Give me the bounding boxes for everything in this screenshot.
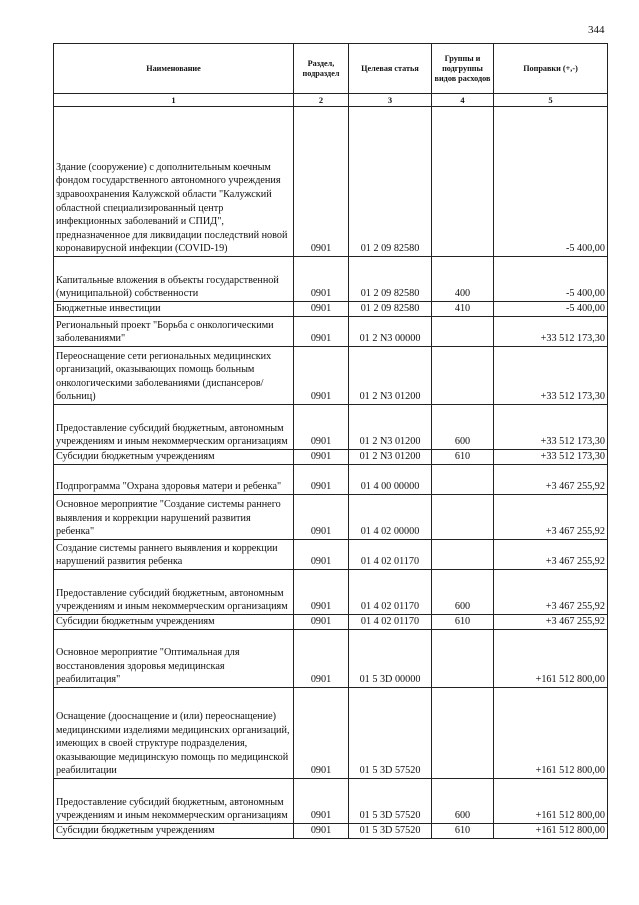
cell-target: 01 4 00 00000 bbox=[349, 465, 432, 495]
cell-name: Региональный проект "Борьба с онкологическими заболеваниями" bbox=[54, 317, 294, 347]
cell-group bbox=[432, 630, 494, 688]
cell-amount: +161 512 800,00 bbox=[494, 630, 608, 688]
cell-amount: -5 400,00 bbox=[494, 107, 608, 257]
table-row bbox=[54, 450, 608, 465]
cell-name: Подпрограмма "Охрана здоровья матери и ребенка" bbox=[54, 465, 294, 495]
table-row bbox=[54, 615, 608, 630]
cell-amount: +161 512 800,00 bbox=[494, 824, 608, 839]
header-section: Раздел, подраздел bbox=[294, 44, 349, 94]
cell-amount: +33 512 173,30 bbox=[494, 405, 608, 450]
cell-target: 01 2 09 82580 bbox=[349, 107, 432, 257]
cell-target: 01 2 N3 01200 bbox=[349, 347, 432, 405]
cell-name: Здание (сооружение) с дополнительным коечным фондом государственного автономного учреждения здравоохранения Калужской области "Калужский областной специализированный центр инфекционных заболеваний и СПИД", предназначенное для ликвидации последствий новой коронавирусной инфекции (COVID-19) bbox=[54, 107, 294, 257]
table-row bbox=[54, 779, 608, 824]
cell-name: Основное мероприятие "Создание системы раннего выявления и коррекции нарушений развития ребенка" bbox=[54, 495, 294, 540]
header-amendments: Поправки (+,-) bbox=[494, 44, 608, 94]
cell-group: 600 bbox=[432, 405, 494, 450]
cell-group bbox=[432, 317, 494, 347]
cell-section: 0901 bbox=[294, 824, 349, 839]
cell-target: 01 5 3D 57520 bbox=[349, 779, 432, 824]
cell-amount: +3 467 255,92 bbox=[494, 615, 608, 630]
table-row bbox=[54, 688, 608, 779]
cell-group bbox=[432, 688, 494, 779]
table-row bbox=[54, 495, 608, 540]
cell-group: 600 bbox=[432, 779, 494, 824]
cell-name: Капитальные вложения в объекты государственной (муниципальной) собственности bbox=[54, 257, 294, 302]
table-row bbox=[54, 824, 608, 839]
cell-section: 0901 bbox=[294, 615, 349, 630]
cell-section: 0901 bbox=[294, 540, 349, 570]
cell-section: 0901 bbox=[294, 257, 349, 302]
cell-group: 610 bbox=[432, 824, 494, 839]
table-row bbox=[54, 570, 608, 615]
cell-target: 01 5 3D 57520 bbox=[349, 824, 432, 839]
cell-group bbox=[432, 495, 494, 540]
cell-amount: +161 512 800,00 bbox=[494, 779, 608, 824]
cell-target: 01 2 N3 00000 bbox=[349, 317, 432, 347]
cell-group: 400 bbox=[432, 257, 494, 302]
table-row bbox=[54, 540, 608, 570]
header-target: Целевая статья bbox=[349, 44, 432, 94]
cell-name: Субсидии бюджетным учреждениям bbox=[54, 450, 294, 465]
cell-amount: +161 512 800,00 bbox=[494, 688, 608, 779]
cell-target: 01 4 02 01170 bbox=[349, 540, 432, 570]
cell-section: 0901 bbox=[294, 465, 349, 495]
cell-target: 01 2 09 82580 bbox=[349, 302, 432, 317]
cell-name: Предоставление субсидий бюджетным, автономным учреждениям и иным некоммерческим организациям bbox=[54, 570, 294, 615]
cell-amount: +3 467 255,92 bbox=[494, 465, 608, 495]
cell-amount: +33 512 173,30 bbox=[494, 347, 608, 405]
cell-name: Переоснащение сети региональных медицинских организаций, оказывающих помощь больным онкологическими заболеваниями (диспансеров/больниц) bbox=[54, 347, 294, 405]
budget-table bbox=[53, 43, 608, 839]
cell-section: 0901 bbox=[294, 347, 349, 405]
header-groups: Группы и подгруппы видов расходов bbox=[432, 44, 494, 94]
header-name: Наименование bbox=[54, 44, 294, 94]
cell-group bbox=[432, 107, 494, 257]
cell-name: Предоставление субсидий бюджетным, автономным учреждениям и иным некоммерческим организациям bbox=[54, 405, 294, 450]
table-row bbox=[54, 347, 608, 405]
header-row bbox=[54, 44, 608, 94]
cell-section: 0901 bbox=[294, 495, 349, 540]
cell-name: Создание системы раннего выявления и коррекции нарушений развития ребенка bbox=[54, 540, 294, 570]
cell-amount: +3 467 255,92 bbox=[494, 570, 608, 615]
cell-section: 0901 bbox=[294, 107, 349, 257]
table-row bbox=[54, 465, 608, 495]
page-number: 344 bbox=[588, 24, 605, 36]
cell-amount: +3 467 255,92 bbox=[494, 495, 608, 540]
cell-section: 0901 bbox=[294, 570, 349, 615]
cell-name: Субсидии бюджетным учреждениям bbox=[54, 824, 294, 839]
cell-name: Оснащение (дооснащение и (или) переоснащение) медицинскими изделиями медицинских организаций, имеющих в своей структуре подразделения, оказывающие медицинскую помощь по медицинской реабилитации bbox=[54, 688, 294, 779]
column-number: 1 bbox=[54, 94, 294, 107]
cell-target: 01 4 02 01170 bbox=[349, 615, 432, 630]
cell-group: 600 bbox=[432, 570, 494, 615]
cell-group: 610 bbox=[432, 615, 494, 630]
cell-section: 0901 bbox=[294, 688, 349, 779]
cell-name: Субсидии бюджетным учреждениям bbox=[54, 615, 294, 630]
cell-section: 0901 bbox=[294, 302, 349, 317]
cell-target: 01 5 3D 57520 bbox=[349, 688, 432, 779]
cell-amount: -5 400,00 bbox=[494, 257, 608, 302]
table-row bbox=[54, 257, 608, 302]
cell-group: 610 bbox=[432, 450, 494, 465]
cell-target: 01 4 02 01170 bbox=[349, 570, 432, 615]
cell-amount: +33 512 173,30 bbox=[494, 450, 608, 465]
column-number: 4 bbox=[432, 94, 494, 107]
cell-target: 01 2 09 82580 bbox=[349, 257, 432, 302]
cell-target: 01 4 02 00000 bbox=[349, 495, 432, 540]
cell-target: 01 2 N3 01200 bbox=[349, 405, 432, 450]
cell-amount: +3 467 255,92 bbox=[494, 540, 608, 570]
column-number: 3 bbox=[349, 94, 432, 107]
column-number-row bbox=[54, 94, 608, 107]
cell-name: Бюджетные инвестиции bbox=[54, 302, 294, 317]
table-row bbox=[54, 317, 608, 347]
column-number: 2 bbox=[294, 94, 349, 107]
cell-section: 0901 bbox=[294, 630, 349, 688]
cell-name: Предоставление субсидий бюджетным, автономным учреждениям и иным некоммерческим организациям bbox=[54, 779, 294, 824]
cell-name: Основное мероприятие "Оптимальная для восстановления здоровья медицинская реабилитация" bbox=[54, 630, 294, 688]
cell-target: 01 5 3D 00000 bbox=[349, 630, 432, 688]
cell-target: 01 2 N3 01200 bbox=[349, 450, 432, 465]
table-row bbox=[54, 107, 608, 257]
cell-section: 0901 bbox=[294, 450, 349, 465]
table-row bbox=[54, 302, 608, 317]
cell-section: 0901 bbox=[294, 317, 349, 347]
cell-group bbox=[432, 347, 494, 405]
cell-group: 410 bbox=[432, 302, 494, 317]
cell-section: 0901 bbox=[294, 405, 349, 450]
table-row bbox=[54, 630, 608, 688]
cell-amount: +33 512 173,30 bbox=[494, 317, 608, 347]
cell-group bbox=[432, 465, 494, 495]
cell-group bbox=[432, 540, 494, 570]
table-row bbox=[54, 405, 608, 450]
column-number: 5 bbox=[494, 94, 608, 107]
cell-section: 0901 bbox=[294, 779, 349, 824]
cell-amount: -5 400,00 bbox=[494, 302, 608, 317]
